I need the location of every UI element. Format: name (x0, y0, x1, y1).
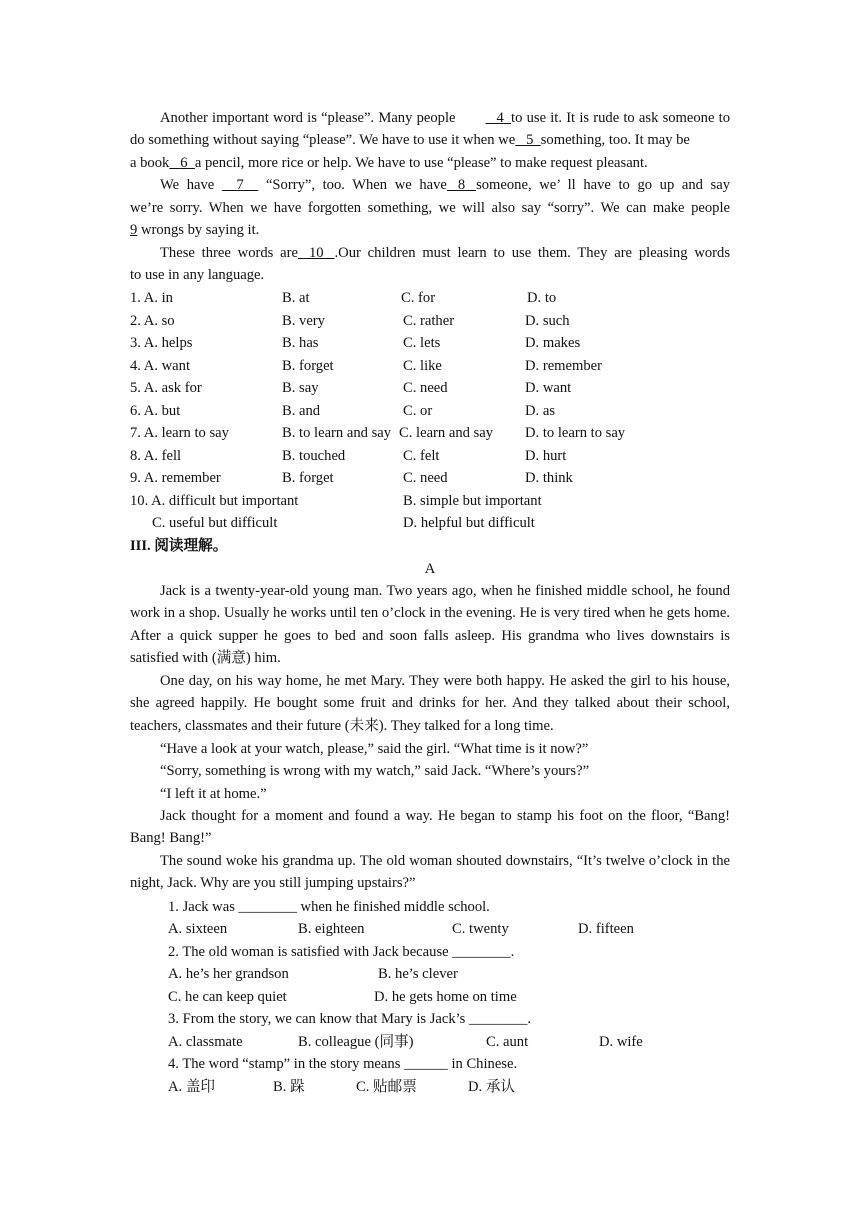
option-row-4: 4. A. want B. forget C. like D. remember (130, 358, 602, 374)
option-row-5: 5. A. ask for B. say C. need D. want (130, 380, 572, 396)
question-2: 2. The old woman is satisfied with Jack because ________. (168, 944, 515, 960)
option-row-2: 2. A. so B. very C. rather D. such (130, 313, 570, 329)
option-row-8: 8. A. fell B. touched C. felt D. hurt (130, 448, 567, 464)
question-1-options: A. sixteen B. eighteen C. twenty D. fifteen (168, 921, 634, 937)
blank-10: 10 (308, 245, 324, 261)
option-row-6: 6. A. but B. and C. or D. as (130, 403, 555, 419)
passage-label: A (424, 561, 436, 577)
question-3-options: A. classmate B. colleague (同事) C. aunt D. wife (168, 1034, 643, 1050)
question-2-options-a: A. he’s her grandson B. he’s clever (168, 966, 458, 982)
cloze-paragraph-1: Another important word is “please”. Many people 4 to use it. It is rude to ask someone to (130, 107, 730, 129)
blank-8: 8 (457, 177, 466, 193)
reading-paragraph-4: “Sorry, something is wrong with my watch,” said Jack. “Where’s yours?” (160, 763, 590, 779)
reading-paragraph-2: One day, on his way home, he met Mary. They were both happy. He asked the girl to his house, she agreed happily. He bought some fruit and drinks for her. And they talked about their school, teachers, classmates and their future (未来). They talked for a long time. (130, 673, 730, 734)
section-heading: III. 阅读理解。 (130, 538, 228, 554)
blank-6: 6 (180, 155, 188, 171)
cloze-paragraph-2-line-2: we’re sorry. When we have forgotten something, we will also say “sorry”. We can make people (130, 200, 730, 216)
blank-4: 4 (496, 110, 504, 126)
cloze-paragraph-1-line-3: a book 6 a pencil, more rice or help. We have to use “please” to make request pleasant. (130, 152, 730, 174)
option-row-10b: C. useful but difficult D. helpful but difficult (152, 515, 535, 531)
cloze-paragraph-2-line-1: We have 7 “Sorry”, too. When we have 8 someone, we’ ll have to go up and say (130, 174, 730, 196)
option-row-1: 1. A. in B. at C. for D. to (130, 290, 557, 306)
cloze-paragraph-1-line-2: do something without saying “please”. We have to use it when we 5 something, too. It may be (130, 129, 730, 151)
option-row-7: 7. A. learn to say B. to learn and say C. learn and say D. to learn to say (130, 425, 626, 441)
reading-paragraph-7: The sound woke his grandma up. The old woman shouted downstairs, “It’s twelve o’clock in the night, Jack. Why are you still jumping upstairs?” (130, 853, 730, 892)
option-row-10: 10. A. difficult but important B. simple but important (130, 493, 542, 509)
option-row-3: 3. A. helps B. has C. lets D. makes (130, 335, 581, 351)
question-1: 1. Jack was ________ when he finished middle school. (168, 899, 490, 915)
cloze-paragraph-2-line-3: 9 wrongs by saying it. (130, 222, 260, 238)
question-2-options-b: C. he can keep quiet D. he gets home on time (168, 989, 517, 1005)
question-4-options: A. 盖印 B. 跺 C. 贴邮票 D. 承认 (168, 1079, 516, 1095)
blank-9: 9 (130, 222, 138, 238)
question-3: 3. From the story, we can know that Mary is Jack’s ________. (168, 1011, 532, 1027)
question-4: 4. The word “stamp” in the story means ______ in Chinese. (168, 1056, 518, 1072)
reading-paragraph-1: Jack is a twenty-year-old young man. Two years ago, when he finished middle school, he found work in a shop. Usually he works until ten o’clock in the evening. He is very tired when he gets home. After a quick supper he goes to bed and soon falls asleep. His grandma who lives downstairs is satisfied with (满意) him. (130, 583, 730, 667)
reading-paragraph-3: “Have a look at your watch, please,” said the girl. “What time is it now?” (160, 741, 589, 757)
cloze-paragraph-3-line-1: These three words are 10 .Our children must learn to use them. They are pleasing words (130, 242, 730, 264)
reading-paragraph-5: “I left it at home.” (160, 786, 267, 802)
blank-5: 5 (526, 132, 534, 148)
blank-7: 7 (236, 177, 244, 193)
reading-paragraph-6: Jack thought for a moment and found a way. He began to stamp his foot on the floor, “Bang! Bang! Bang!” (130, 808, 730, 847)
cloze-paragraph-3-line-2: to use in any language. (130, 267, 265, 283)
option-row-9: 9. A. remember B. forget C. need D. think (130, 470, 573, 486)
